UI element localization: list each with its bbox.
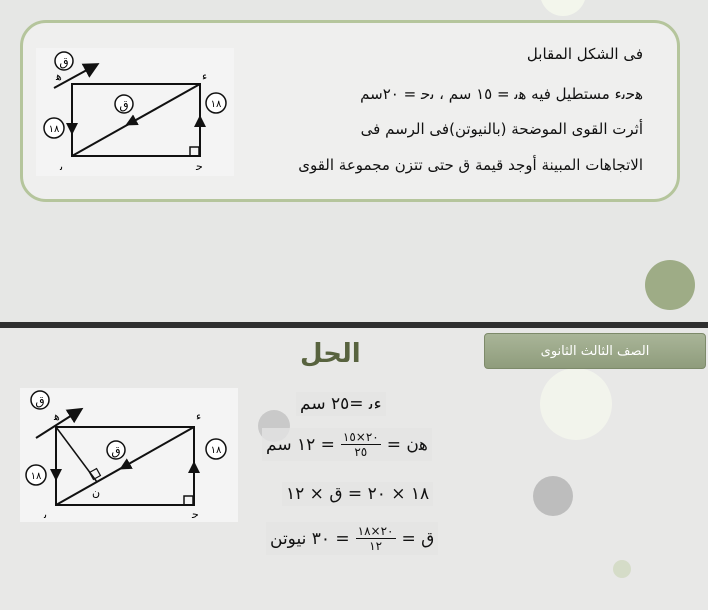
line2-lhs: ﻫن = bbox=[386, 434, 428, 455]
right-angle-mark bbox=[190, 147, 199, 156]
decor-circle bbox=[613, 560, 631, 578]
force-arrow-diag bbox=[122, 452, 150, 468]
problem-figure bbox=[36, 48, 234, 176]
decor-circle bbox=[540, 0, 586, 16]
problem-line-3: أثرت القوى الموضحة (بالنيوتن)فى الرسم فى bbox=[360, 120, 643, 138]
line4-fraction bbox=[356, 524, 396, 553]
vertex-label-d: ﺀ bbox=[196, 410, 202, 423]
decor-circle bbox=[533, 476, 573, 516]
grade-badge: الصف الثالث الثانوى bbox=[484, 333, 706, 369]
vertex-label-d: ﺀ bbox=[202, 70, 208, 83]
line4-rhs: = ٣٠ نيوتن bbox=[270, 528, 350, 549]
line2-denominator: ٢٥ bbox=[354, 445, 368, 459]
line2-rhs: = ١٢ سم bbox=[266, 434, 335, 455]
solution-line-1: ﺀﯨ =٢٥ سم bbox=[296, 392, 386, 416]
force-label-k-diag: ق bbox=[111, 444, 121, 458]
force-label-k: ق bbox=[59, 55, 69, 69]
vertex-label-a: ﻫ bbox=[54, 410, 60, 423]
line4-lhs: ق = bbox=[401, 528, 435, 549]
vertex-label-a: ﻫ bbox=[56, 70, 62, 83]
solution-line-2 bbox=[262, 428, 432, 461]
force-label-18-right: ١٨ bbox=[210, 99, 222, 110]
line4-numerator: ٢٠×١٨ bbox=[357, 524, 394, 538]
vertex-label-c: ﺣ bbox=[196, 160, 203, 173]
solution-figure bbox=[20, 388, 238, 522]
vertex-label-c: ﺣ bbox=[192, 508, 199, 521]
solution-line-4 bbox=[266, 522, 438, 555]
force-arrow-diag bbox=[128, 109, 156, 124]
line4-denominator: ١٢ bbox=[369, 539, 383, 553]
vertex-label-b: ﯨ bbox=[44, 508, 48, 521]
line2-numerator: ٢٠×١٥ bbox=[342, 430, 379, 444]
solution-title: الحل bbox=[300, 339, 361, 369]
decor-circle bbox=[645, 260, 695, 310]
force-label-18-left: ١٨ bbox=[30, 471, 42, 482]
decor-circle bbox=[540, 368, 612, 440]
problem-line-1: فى الشكل المقابل bbox=[526, 45, 643, 63]
line2-fraction bbox=[341, 430, 381, 459]
problem-line-2: ﻫﺣﯨﺀ مستطيل فيه ﻫﯨ = ١٥ سم ، ﯨﺣ = ٢٠سم bbox=[360, 85, 643, 103]
right-angle-mark bbox=[184, 496, 193, 505]
vertex-label-b: ﯨ bbox=[60, 160, 64, 173]
force-label-18-right: ١٨ bbox=[210, 445, 222, 456]
force-label-18-left: ١٨ bbox=[48, 124, 60, 135]
problem-line-4: الاتجاهات المبينة أوجد قيمة ق حتى تتزن مجموعة القوى bbox=[298, 156, 643, 174]
solution-line-3: ١٨ × ٢٠ = ق × ١٢ bbox=[282, 482, 433, 506]
foot-label-n: ن bbox=[92, 486, 101, 499]
force-label-k-diag: ق bbox=[119, 98, 129, 112]
force-label-k: ق bbox=[35, 394, 45, 408]
